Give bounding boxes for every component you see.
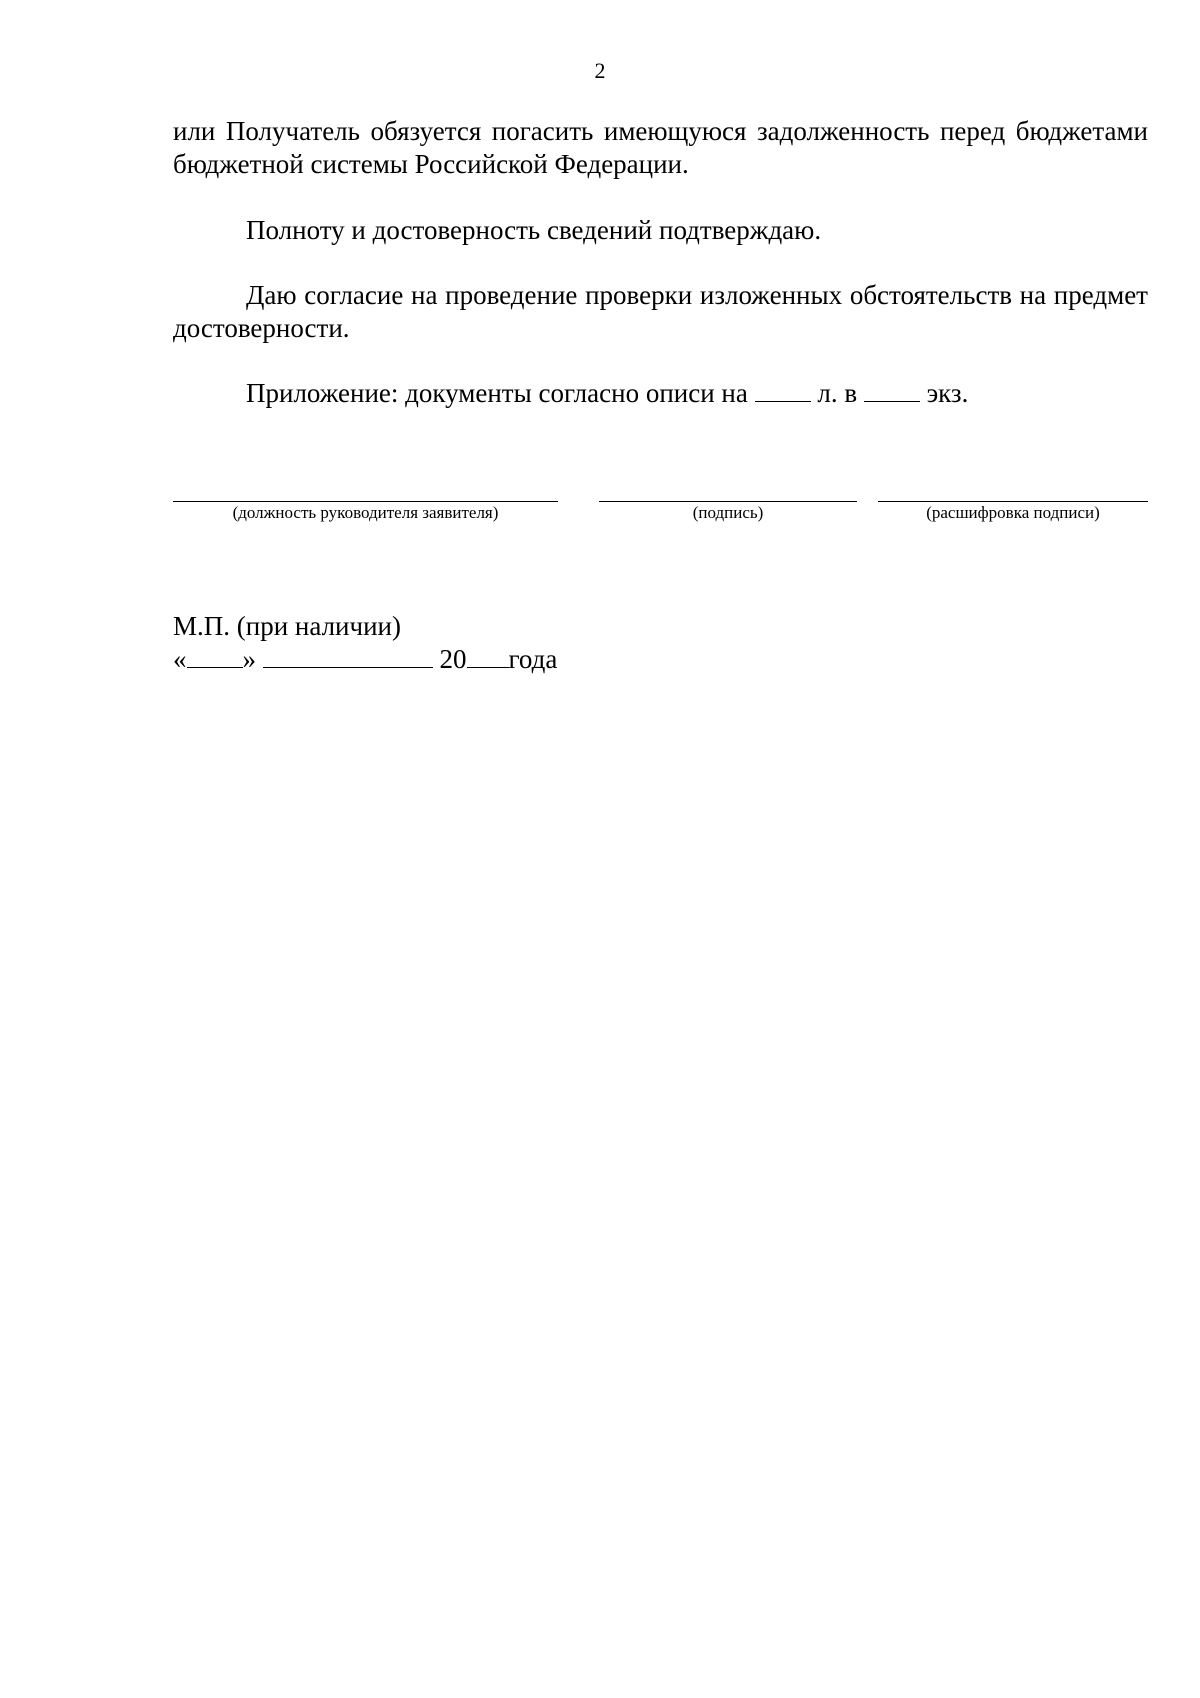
date-line <box>173 643 557 676</box>
position-signature-field[interactable] <box>173 501 558 523</box>
signature-label: (подпись) <box>692 503 764 522</box>
date-day-blank[interactable] <box>187 643 243 668</box>
date-year-word: года <box>508 644 558 674</box>
copy-count-blank[interactable] <box>864 377 920 402</box>
sheet-count-blank[interactable] <box>755 377 811 402</box>
signature-field[interactable] <box>599 501 857 523</box>
date-close-quote: » <box>242 644 256 674</box>
consent-paragraph: Даю согласие на проведение проверки изложенных обстоятельств на предмет достоверности. <box>173 280 1148 343</box>
date-month-blank[interactable] <box>263 643 433 668</box>
confirmation-paragraph: Полноту и достоверность сведений подтверждаю. <box>246 215 822 245</box>
page-number: 2 <box>594 58 606 83</box>
date-year-blank[interactable] <box>467 643 509 668</box>
attachment-middle: л. в <box>817 378 858 408</box>
date-open-quote: « <box>173 644 187 674</box>
decode-label: (расшифровка подписи) <box>926 503 1100 522</box>
signature-decode-field[interactable] <box>878 501 1148 523</box>
debt-clause-paragraph: или Получатель обязуется погасить имеющуюся задолженность перед бюджетами бюджетной системы Российской Федерации. <box>173 116 1148 179</box>
attachment-suffix: экз. <box>926 378 969 408</box>
attachment-prefix: Приложение: документы согласно описи на <box>246 378 748 408</box>
date-century: 20 <box>439 644 467 674</box>
stamp-label: М.П. (при наличии) <box>173 611 401 641</box>
position-label: (должность руководителя заявителя) <box>232 503 499 522</box>
attachment-line <box>173 377 1148 410</box>
